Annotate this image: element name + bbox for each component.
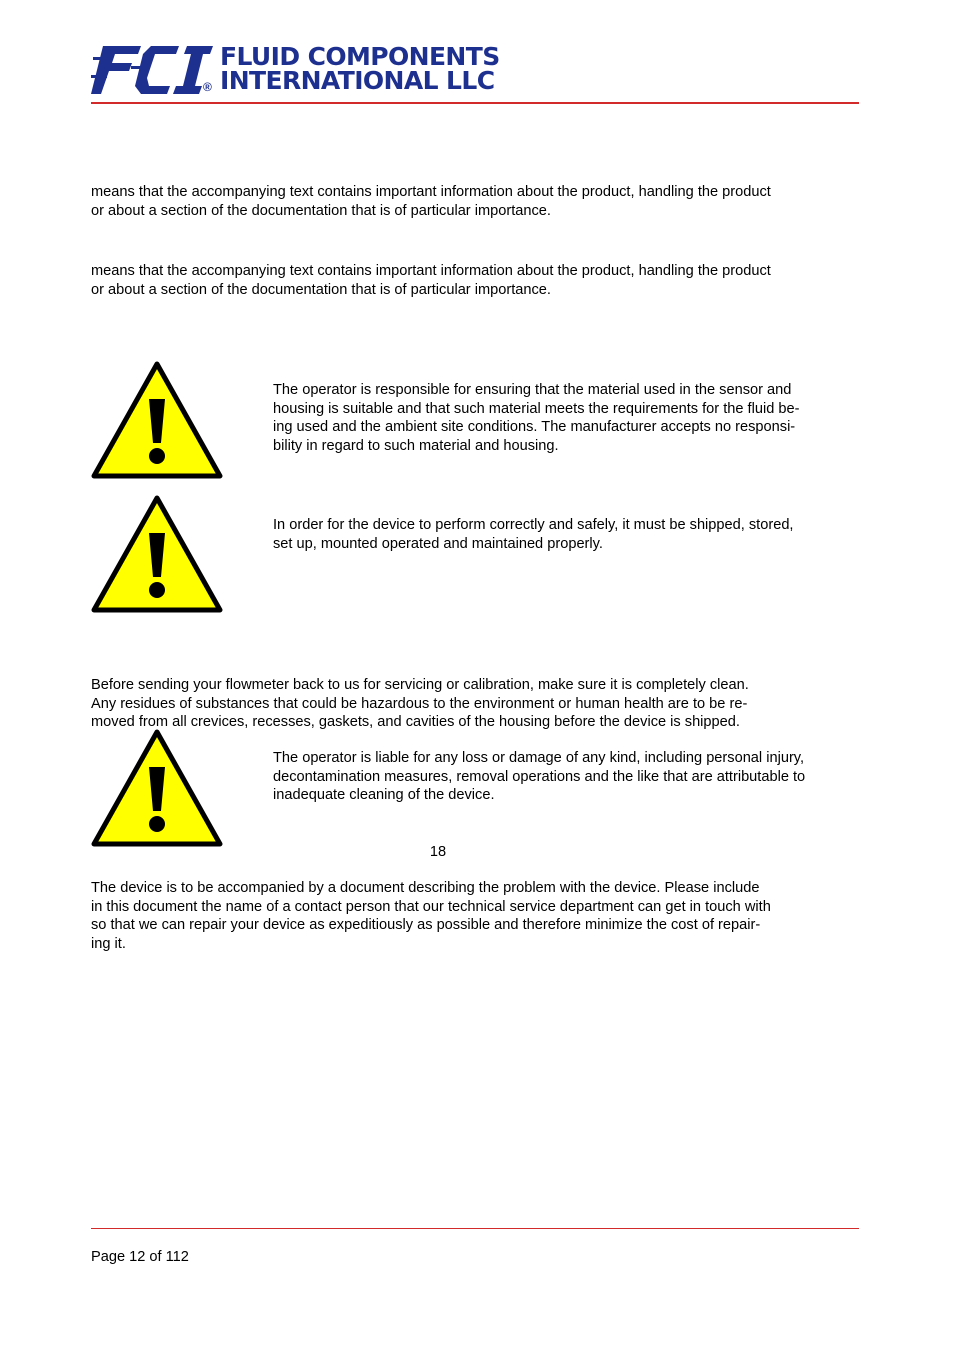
page-reference: 18 [429, 844, 447, 860]
logo-text-line2: INTERNATIONAL LLC [220, 66, 495, 95]
text-line: In order for the device to perform correctly and safely, it must be shipped, stored, [273, 517, 794, 533]
warning-triangle-icon [91, 729, 223, 847]
text-line: set up, mounted operated and maintained properly. [273, 535, 603, 552]
text-line: decontamination measures, removal operations and the like that are attributable to [273, 768, 806, 785]
warning-text-2 [273, 516, 873, 553]
document-paragraph [91, 879, 861, 953]
warning-text-1 [273, 381, 873, 455]
text-line: housing is suitable and that such material meets the requirements for the fluid be- [273, 400, 800, 417]
note-paragraph-2 [91, 262, 861, 299]
warning-triangle-icon [91, 361, 223, 479]
text-line: The operator is liable for any loss or damage of any kind, including personal injury, [273, 750, 805, 766]
warning-triangle-icon [91, 495, 223, 613]
fci-logo-mark [91, 44, 215, 96]
text-line: inadequate cleaning of the device. [273, 787, 495, 803]
text-line: means that the accompanying text contains important information about the product, handling the product [91, 184, 771, 200]
text-line: or about a section of the documentation that is of particular importance. [91, 281, 551, 298]
registered-mark: ® [203, 80, 212, 94]
page-number: Page 12 of 112 [91, 1249, 189, 1265]
warning-text-3 [273, 749, 873, 805]
header-rule [91, 102, 859, 104]
text-line: ing it. [91, 935, 126, 952]
text-line: Before sending your flowmeter back to us for servicing or calibration, make sure it is completely clean. [91, 677, 749, 693]
note-paragraph-1 [91, 183, 861, 220]
return-paragraph [91, 676, 861, 732]
text-line: The device is to be accompanied by a document describing the problem with the device. Please include [91, 880, 760, 896]
text-line: in this document the name of a contact person that our technical service department can get in touch with [91, 898, 771, 915]
footer-rule [91, 1228, 859, 1229]
text-line: The operator is responsible for ensuring that the material used in the sensor and [273, 382, 792, 398]
text-line: means that the accompanying text contains important information about the product, handling the product [91, 263, 771, 279]
logo-text-line1: FLUID COMPONENTS [220, 42, 500, 71]
text-line: ing used and the ambient site conditions. The manufacturer accepts no responsi- [273, 419, 796, 435]
company-logo [91, 42, 500, 98]
text-line: Any residues of substances that could be hazardous to the environment or human health are to be re- [91, 695, 748, 712]
text-line: moved from all crevices, recesses, gaskets, and cavities of the housing before the device is shipped. [91, 714, 740, 730]
text-line: so that we can repair your device as expeditiously as possible and therefore minimize the cost of repair- [91, 917, 761, 933]
text-line: bility in regard to such material and housing. [273, 437, 559, 454]
text-line: or about a section of the documentation that is of particular importance. [91, 202, 551, 219]
